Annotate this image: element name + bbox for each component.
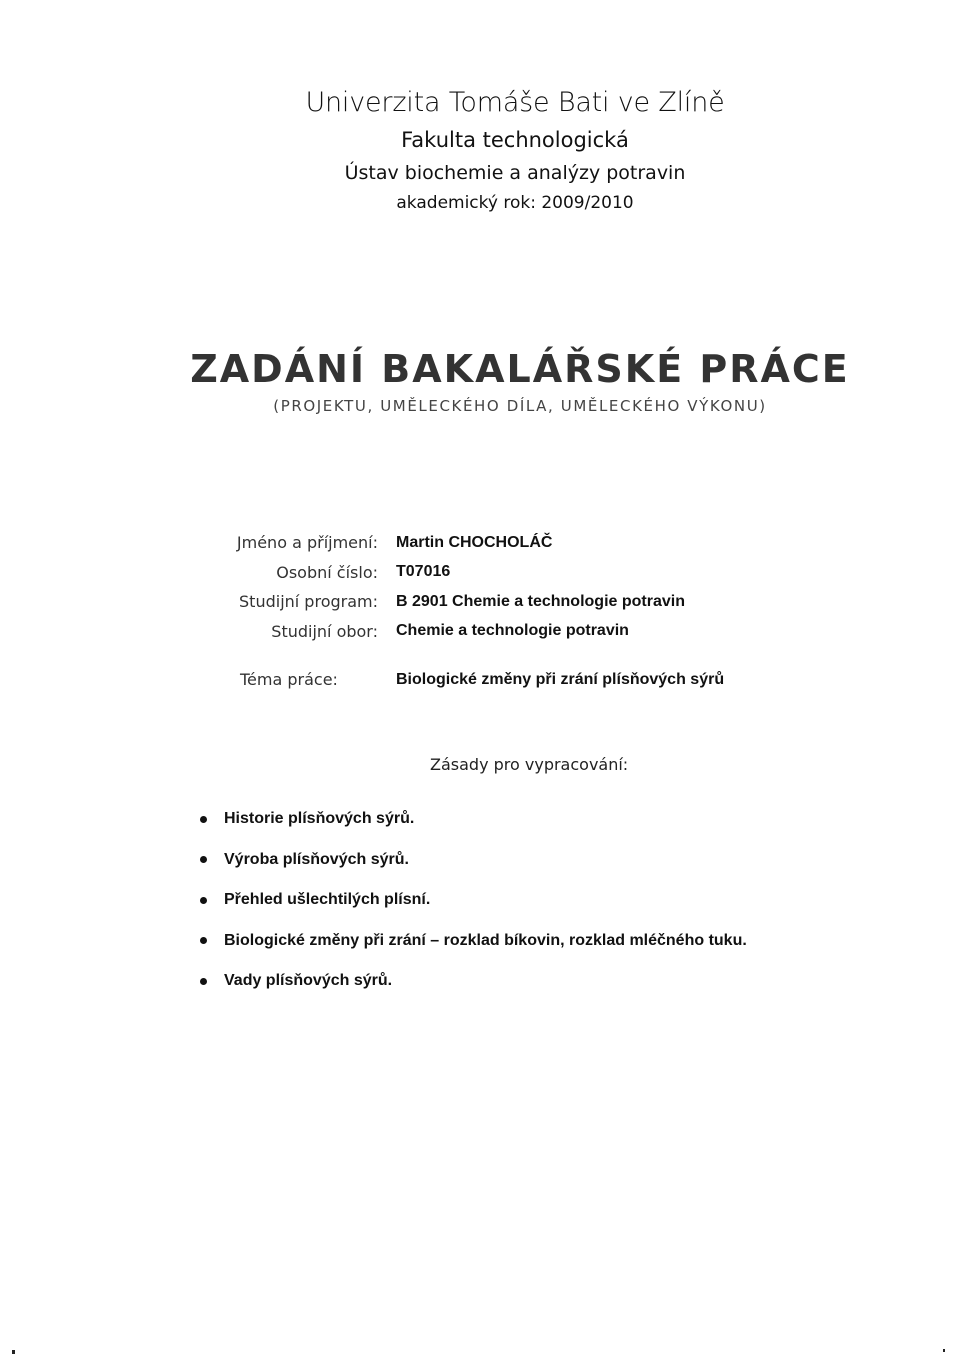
list-item [200, 880, 747, 921]
topic-row [230, 670, 724, 689]
info-row-field [230, 617, 685, 647]
info-row-program [230, 587, 685, 617]
student-info [230, 528, 685, 646]
academic-year: akademický rok: 2009/2010 [396, 193, 634, 213]
list-item [200, 921, 747, 962]
scan-speck [943, 1349, 945, 1352]
principles-heading: Zásady pro vypracování: [430, 755, 629, 774]
field-value: Chemie a technologie potravin [396, 622, 629, 640]
info-row-name [230, 528, 685, 558]
bullet-icon [200, 937, 207, 944]
program-value: B 2901 Chemie a technologie potravin [396, 592, 685, 610]
list-item-text: Přehled ušlechtilých plísní. [224, 891, 431, 909]
bullet-icon [200, 978, 207, 985]
institute-name: Ústav biochemie a analýzy potravin [344, 162, 686, 184]
id-label: Osobní číslo: [276, 562, 378, 582]
id-value: T07016 [396, 563, 451, 581]
principles-list [200, 799, 747, 1002]
list-item-text: Vady plísňových sýrů. [224, 972, 393, 990]
list-item [200, 840, 747, 881]
list-item-text: Biologické změny při zrání – rozklad bíkovin, rozklad mléčného tuku. [224, 931, 747, 949]
faculty-name: Fakulta technologická [401, 128, 629, 152]
list-item-text: Historie plísňových sýrů. [224, 810, 415, 828]
document-subtitle: (PROJEKTU, UMĚLECKÉHO DÍLA, UMĚLECKÉHO VÝKONU) [273, 397, 767, 415]
title-block [0, 344, 960, 418]
topic-label: Téma práce: [240, 670, 338, 689]
bullet-icon [200, 856, 207, 863]
document-header [0, 84, 960, 218]
list-item-text: Výroba plísňových sýrů. [224, 850, 409, 868]
info-row-id [230, 558, 685, 588]
field-label: Studijní obor: [271, 621, 378, 641]
list-item [200, 961, 747, 1002]
scan-speck [12, 1350, 15, 1354]
list-item [200, 799, 747, 840]
name-label: Jméno a příjmení: [236, 533, 378, 553]
university-name: Univerzita Tomáše Bati ve Zlíně [305, 87, 725, 118]
name-value: Martin CHOCHOLÁČ [396, 533, 553, 551]
program-label: Studijní program: [239, 592, 378, 612]
document-title: ZADÁNÍ BAKALÁŘSKÉ PRÁCE [190, 347, 850, 391]
topic-value: Biologické změny při zrání plísňových sýrů [396, 670, 725, 688]
bullet-icon [200, 897, 207, 904]
bullet-icon [200, 816, 207, 823]
